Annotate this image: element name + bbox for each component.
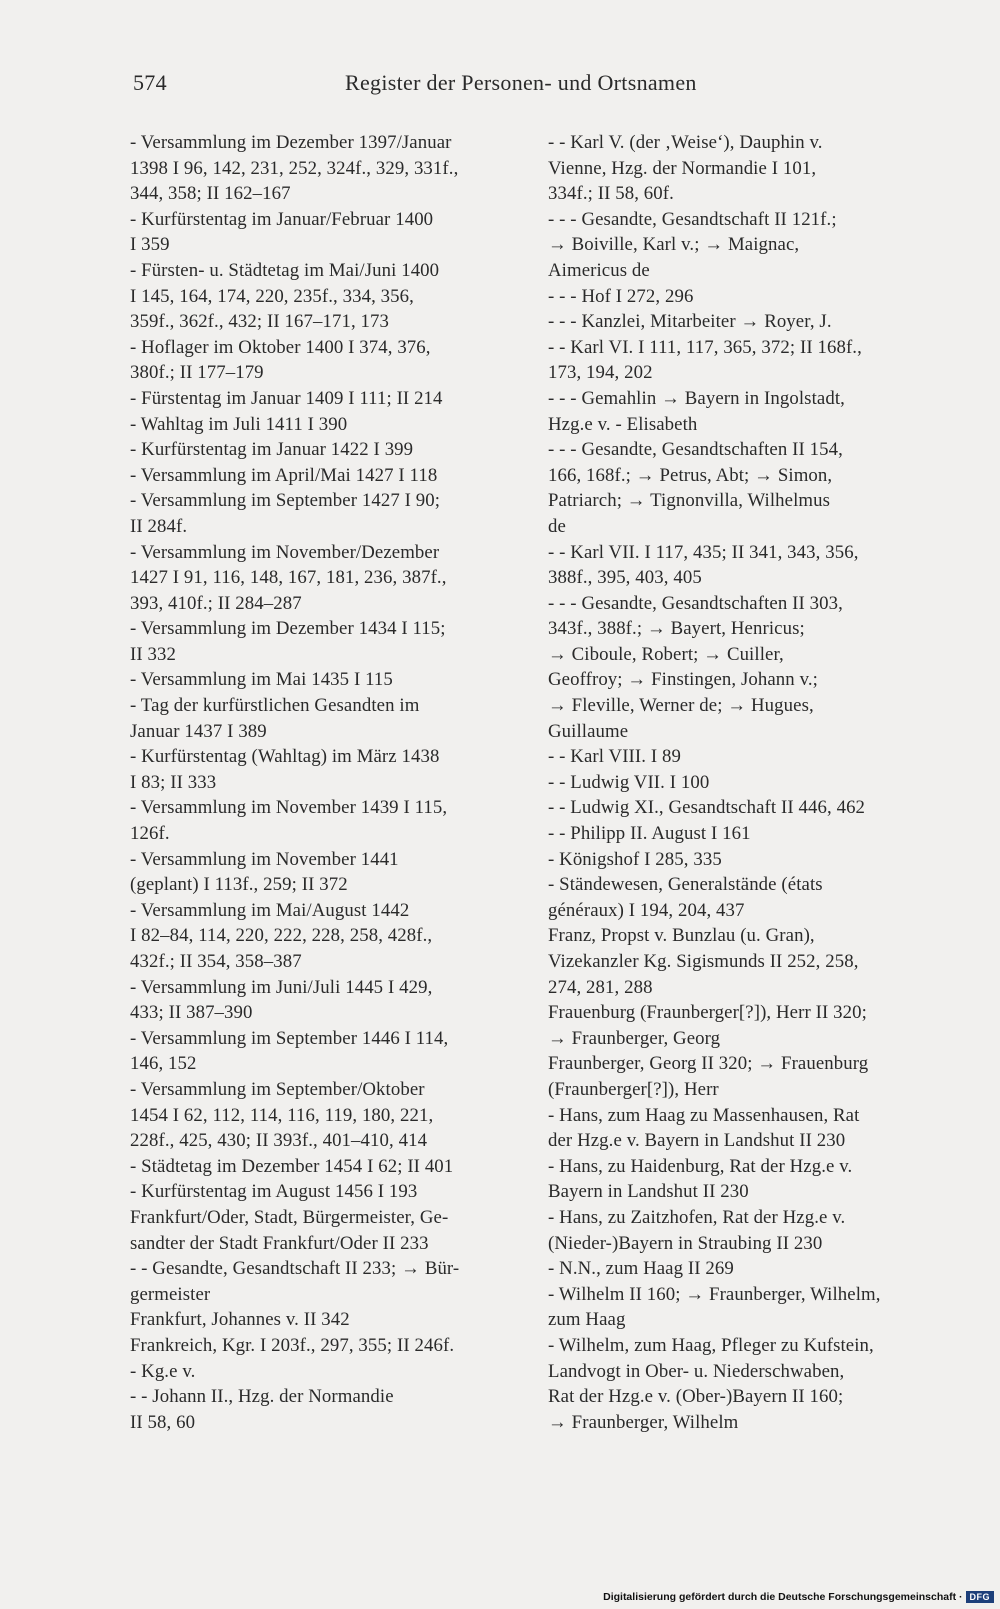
index-line: 274, 281, 288 — [548, 976, 653, 998]
index-line: - Tag der kurfürstlichen Gesandten im — [130, 695, 420, 717]
index-line: → Boiville, Karl v.; → Maignac, — [548, 234, 800, 256]
index-line: → Fraunberger, Georg — [548, 1027, 721, 1049]
index-line: généraux) I 194, 204, 437 — [548, 899, 745, 921]
index-line: 146, 152 — [130, 1053, 197, 1075]
index-line: Guillaume — [548, 720, 629, 742]
index-line: - Versammlung im November 1439 I 115, — [130, 797, 448, 819]
index-line: 343f., 388f.; → Bayert, Henricus; — [548, 618, 805, 640]
index-line: - Versammlung im Mai/August 1442 — [130, 899, 410, 921]
index-line: - - - Gesandte, Gesandtschaft II 121f.; — [548, 208, 837, 230]
index-line: 433; II 387–390 — [130, 1002, 253, 1024]
index-line: II 58, 60 — [130, 1411, 196, 1433]
index-line: 344, 358; II 162–167 — [130, 183, 291, 205]
index-line: - - Ludwig XI., Gesandtschaft II 446, 462 — [548, 797, 866, 819]
index-line: - - - Gesandte, Gesandtschaften II 154, — [548, 439, 843, 461]
index-line: II 284f. — [130, 515, 188, 537]
index-line: - Versammlung im September 1446 I 114, — [130, 1027, 449, 1049]
index-line: → Fraunberger, Wilhelm — [548, 1411, 739, 1433]
index-line: Hzg.e v. - Elisabeth — [548, 413, 698, 435]
index-line: Frankfurt, Johannes v. II 342 — [130, 1309, 350, 1331]
index-line: Fraunberger, Georg II 320; → Frauenburg — [548, 1053, 869, 1075]
index-line: - - - Hof I 272, 296 — [548, 285, 694, 307]
index-line: 393, 410f.; II 284–287 — [130, 592, 302, 614]
index-line: 432f.; II 354, 358–387 — [130, 951, 302, 972]
index-line: I 145, 164, 174, 220, 235f., 334, 356, — [130, 285, 414, 307]
index-line: 1454 I 62, 112, 114, 116, 119, 180, 221, — [130, 1104, 434, 1126]
index-line: - Kurfürstentag im Januar/Februar 1400 — [130, 208, 434, 230]
index-line: - Ständewesen, Generalstände (états — [548, 874, 823, 896]
index-line: - Hans, zu Haidenburg, Rat der Hzg.e v. — [548, 1155, 853, 1177]
index-line: - N.N., zum Haag II 269 — [548, 1258, 734, 1280]
index-line: - - Gesandte, Gesandtschaft II 233; → Bür- — [130, 1258, 460, 1280]
index-line: Frankreich, Kgr. I 203f., 297, 355; II 246f. — [130, 1334, 455, 1356]
index-line: Franz, Propst v. Bunzlau (u. Gran), — [548, 925, 815, 947]
index-column-left — [130, 130, 525, 1435]
index-line: - - Karl VIII. I 89 — [548, 746, 681, 768]
index-line: - Versammlung im September/Oktober — [130, 1078, 425, 1100]
index-column-right — [548, 130, 948, 1435]
index-line: - Wahltag im Juli 1411 I 390 — [130, 413, 348, 435]
index-line: 166, 168f.; → Petrus, Abt; → Simon, — [548, 464, 833, 486]
index-line: - - - Gesandte, Gesandtschaften II 303, — [548, 592, 843, 614]
index-line: Geoffroy; → Finstingen, Johann v.; — [548, 669, 818, 691]
index-line: 388f., 395, 403, 405 — [548, 567, 702, 589]
index-line: 359f., 362f., 432; II 167–171, 173 — [130, 311, 390, 333]
index-line: II 332 — [130, 643, 176, 665]
index-line: - - Karl V. (der ‚Weise‘), Dauphin v. — [548, 132, 823, 153]
dfg-logo: DFG — [966, 1591, 995, 1603]
index-line: - Wilhelm II 160; → Fraunberger, Wilhelm, — [548, 1283, 881, 1305]
index-line: - - Karl VII. I 117, 435; II 341, 343, 356, — [548, 541, 859, 563]
index-line: (geplant) I 113f., 259; II 372 — [130, 874, 348, 896]
page-title: Register der Personen- und Ortsnamen — [345, 70, 697, 95]
index-line: - Wilhelm, zum Haag, Pfleger zu Kufstein, — [548, 1334, 874, 1356]
index-line: - Fürstentag im Januar 1409 I 111; II 214 — [130, 387, 443, 409]
index-line: - - Ludwig VII. I 100 — [548, 771, 710, 793]
index-line: zum Haag — [548, 1309, 626, 1331]
index-line: (Nieder-)Bayern in Straubing II 230 — [548, 1232, 823, 1254]
index-line: Rat der Hzg.e v. (Ober-)Bayern II 160; — [548, 1386, 844, 1408]
page-number: 574 — [133, 70, 167, 95]
index-line: germeister — [130, 1283, 211, 1305]
index-line: - - Karl VI. I 111, 117, 365, 372; II 168f., — [548, 336, 862, 358]
index-line: - Versammlung im September 1427 I 90; — [130, 490, 441, 512]
index-line: Bayern in Landshut II 230 — [548, 1181, 749, 1203]
funding-note: Digitalisierung gefördert durch die Deutsche Forschungsgemeinschaft · — [603, 1591, 963, 1603]
index-line: - Hans, zum Haag zu Massenhausen, Rat — [548, 1104, 860, 1126]
index-line: de — [548, 515, 566, 537]
index-line: Vienne, Hzg. der Normandie I 101, — [548, 157, 817, 179]
index-line: → Ciboule, Robert; → Cuiller, — [548, 643, 784, 665]
index-line: - Versammlung im Dezember 1434 I 115; — [130, 618, 446, 640]
index-line: I 359 — [130, 234, 170, 256]
index-line: 1427 I 91, 116, 148, 167, 181, 236, 387f., — [130, 567, 447, 589]
index-line: - Versammlung im November 1441 — [130, 848, 399, 870]
index-line: Frankfurt/Oder, Stadt, Bürgermeister, Ge- — [130, 1206, 449, 1228]
index-line: - Kg.e v. — [130, 1360, 196, 1382]
index-line: - Hans, zu Zaitzhofen, Rat der Hzg.e v. — [548, 1206, 846, 1228]
index-line: - Kurfürstentag im Januar 1422 I 399 — [130, 439, 414, 461]
index-line: Patriarch; → Tignonvilla, Wilhelmus — [548, 490, 831, 512]
index-line: 228f., 425, 430; II 393f., 401–410, 414 — [130, 1130, 428, 1152]
index-line: I 83; II 333 — [130, 771, 217, 793]
index-line: - Hoflager im Oktober 1400 I 374, 376, — [130, 336, 431, 358]
index-line: - Versammlung im Dezember 1397/Januar — [130, 132, 452, 153]
index-line: 126f. — [130, 823, 170, 845]
index-line: 334f.; II 58, 60f. — [548, 183, 674, 205]
index-line: Landvogt in Ober- u. Niederschwaben, — [548, 1360, 845, 1382]
index-line: - - - Kanzlei, Mitarbeiter → Royer, J. — [548, 311, 832, 333]
funding-footer — [603, 1591, 994, 1603]
index-line: der Hzg.e v. Bayern in Landshut II 230 — [548, 1130, 846, 1152]
index-line: Frauenburg (Fraunberger[?]), Herr II 320; — [548, 1002, 867, 1024]
index-line: - Städtetag im Dezember 1454 I 62; II 401 — [130, 1155, 454, 1177]
index-line: → Fleville, Werner de; → Hugues, — [548, 695, 814, 717]
index-line: - Fürsten- u. Städtetag im Mai/Juni 1400 — [130, 259, 440, 281]
index-line: - Versammlung im April/Mai 1427 I 118 — [130, 464, 438, 486]
index-line: sandter der Stadt Frankfurt/Oder II 233 — [130, 1232, 429, 1254]
index-line: (Fraunberger[?]), Herr — [548, 1078, 719, 1100]
index-line: - - - Gemahlin → Bayern in Ingolstadt, — [548, 387, 845, 409]
index-line: 380f.; II 177–179 — [130, 362, 264, 384]
index-line: I 82–84, 114, 220, 222, 228, 258, 428f., — [130, 925, 433, 947]
index-line: Januar 1437 I 389 — [130, 720, 267, 742]
index-line: - Kurfürstentag im August 1456 I 193 — [130, 1181, 418, 1203]
index-line: - Kurfürstentag (Wahltag) im März 1438 — [130, 746, 440, 768]
index-line: Vizekanzler Kg. Sigismunds II 252, 258, — [548, 951, 859, 972]
index-line: 173, 194, 202 — [548, 362, 653, 384]
index-line: - - Johann II., Hzg. der Normandie — [130, 1386, 394, 1408]
index-line: - Versammlung im Juni/Juli 1445 I 429, — [130, 976, 433, 998]
index-line: - Königshof I 285, 335 — [548, 848, 722, 870]
index-line: Aimericus de — [548, 259, 650, 281]
index-line: - - Philipp II. August I 161 — [548, 823, 751, 845]
index-line: - Versammlung im November/Dezember — [130, 541, 440, 563]
index-line: - Versammlung im Mai 1435 I 115 — [130, 669, 393, 691]
index-line: 1398 I 96, 142, 231, 252, 324f., 329, 331f., — [130, 157, 459, 179]
page-header — [0, 70, 1000, 110]
